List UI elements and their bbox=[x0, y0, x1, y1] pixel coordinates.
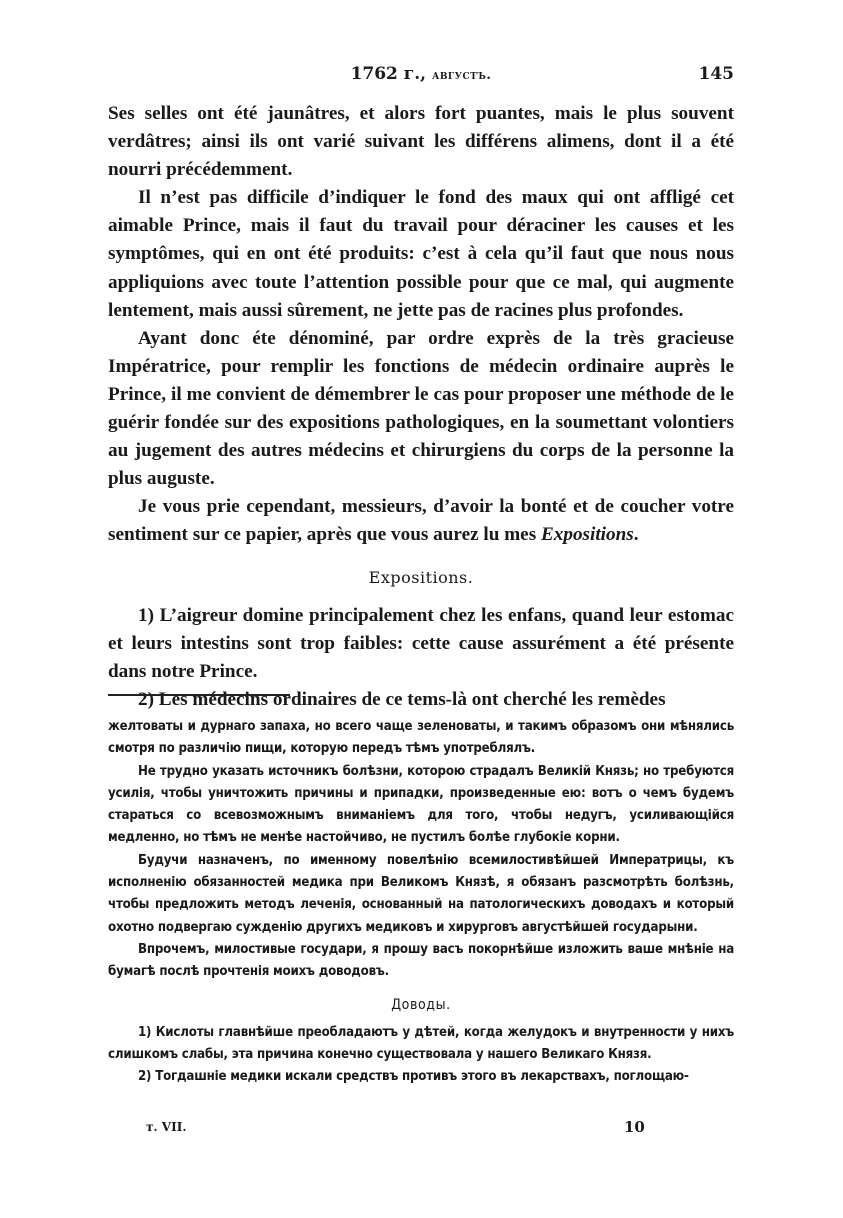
paragraph: Ayant donc éte dénominé, par ordre exprès de la très gracieuse Impératrice, pour remplir les fonctions de médecin ordinaire auprès le Prince, il me convient de démembrer le cas pour proposer une méthode de le guérir fondée sur des expositions pathologiques, en la soumettant volontiers au jugement des autres médecins et chirurgiens du corps de la personne la plus auguste. bbox=[108, 327, 734, 490]
header-year: 1762 г., bbox=[350, 64, 427, 84]
page-number: 145 bbox=[698, 64, 734, 84]
footnote-paragraph: желтоваты и дурнаго запаха, но всего чаще зеленоваты, и такимъ образомъ они мѣнялись смотря по различію пищи, которую передъ тѣмъ употреблялъ. bbox=[108, 719, 734, 757]
footnote-list-item: 1) Кислоты главнѣйше преобладаютъ у дѣтей, когда желудокъ и внутренности у нихъ слишкомъ слабы, эта причина конечно существовала у нашего Великаго Князя. bbox=[108, 1024, 734, 1063]
running-header bbox=[108, 64, 734, 88]
paragraph: Ses selles ont été jaunâtres, et alors fort puantes, mais le plus souvent verdâtres; ainsi ils ont varié suivant les différens alimens, dont il a été nourri précédemment. bbox=[108, 103, 734, 181]
paragraph-italic: Expositions bbox=[540, 524, 634, 546]
paragraph bbox=[108, 493, 734, 549]
main-text bbox=[108, 100, 734, 714]
footnote-paragraph: Не трудно указать источникъ болѣзни, которою страдалъ Великій Князь; но требуются усилія, чтобы уничтожить причины и припадки, произведенные ею: вотъ о чемъ будемъ стараться со всевозможнымъ вниманіемъ для того, чтобы недугъ, усиливающійся медленно, но тѣмъ не менѣе настойчиво, не пустилъ болѣе глубокіе корни. bbox=[108, 763, 734, 846]
list-item: 2) Les médecins ordinaires de ce tems-là ont cherché les remèdes bbox=[138, 688, 666, 710]
page-footer bbox=[146, 1118, 646, 1138]
footnote-list-item: 2) Тогдашніе медики искали средствъ противъ этого въ лекарствахъ, поглощаю- bbox=[138, 1069, 689, 1085]
signature-mark: 10 bbox=[624, 1118, 645, 1136]
section-heading: Expositions. bbox=[368, 567, 474, 587]
footnote-translation bbox=[108, 716, 734, 1089]
paragraph: Il n’est pas difficile d’indiquer le fond des maux qui ont affligé cet aimable Prince, mais il faut du travail pour déraciner les causes et les symptômes, qui en ont été produits: c’est à cela qu’il faut que nous nous appliquions avec toute l’attention possible pour que ce mal, qui augmente lentement, mais aussi sûrement, ne jette pas de racines plus profondes. bbox=[108, 187, 734, 321]
footnote-rule bbox=[108, 694, 290, 696]
footnote-paragraph: Впрочемъ, милостивые государи, я прошу васъ покорнѣйше изложить ваше мнѣніе на бумагѣ послѣ прочтенія моихъ доводовъ. bbox=[108, 941, 734, 980]
volume-mark: т. VII. bbox=[146, 1120, 187, 1134]
running-title bbox=[108, 64, 734, 84]
footnote-paragraph: Будучи назначенъ, по именному повелѣнію всемилостивѣйшей Императрицы, къ исполненію обязанностей медика при Великомъ Князѣ, я обязанъ разсмотрѣть болѣзнь, чтобы предложить методъ леченія, основанный на патологическихъ доводахъ и который охотно подвергаю сужденію другихъ медиковъ и хирурговъ августѣйшей государыни. bbox=[108, 852, 734, 935]
paragraph-text: Je vous prie cependant, messieurs, d’avoir la bonté et de coucher votre sentiment sur ce papier, après que vous aurez lu mes bbox=[108, 496, 734, 546]
paragraph-end: . bbox=[633, 524, 639, 546]
list-item: 1) L’aigreur domine principalement chez les enfans, quand leur estomac et leurs intestins sont trop faibles: cette cause assurément a été présente dans notre Prince. bbox=[108, 604, 734, 682]
header-month: августъ. bbox=[431, 68, 492, 83]
footnote-section-heading: Доводы. bbox=[391, 996, 451, 1013]
